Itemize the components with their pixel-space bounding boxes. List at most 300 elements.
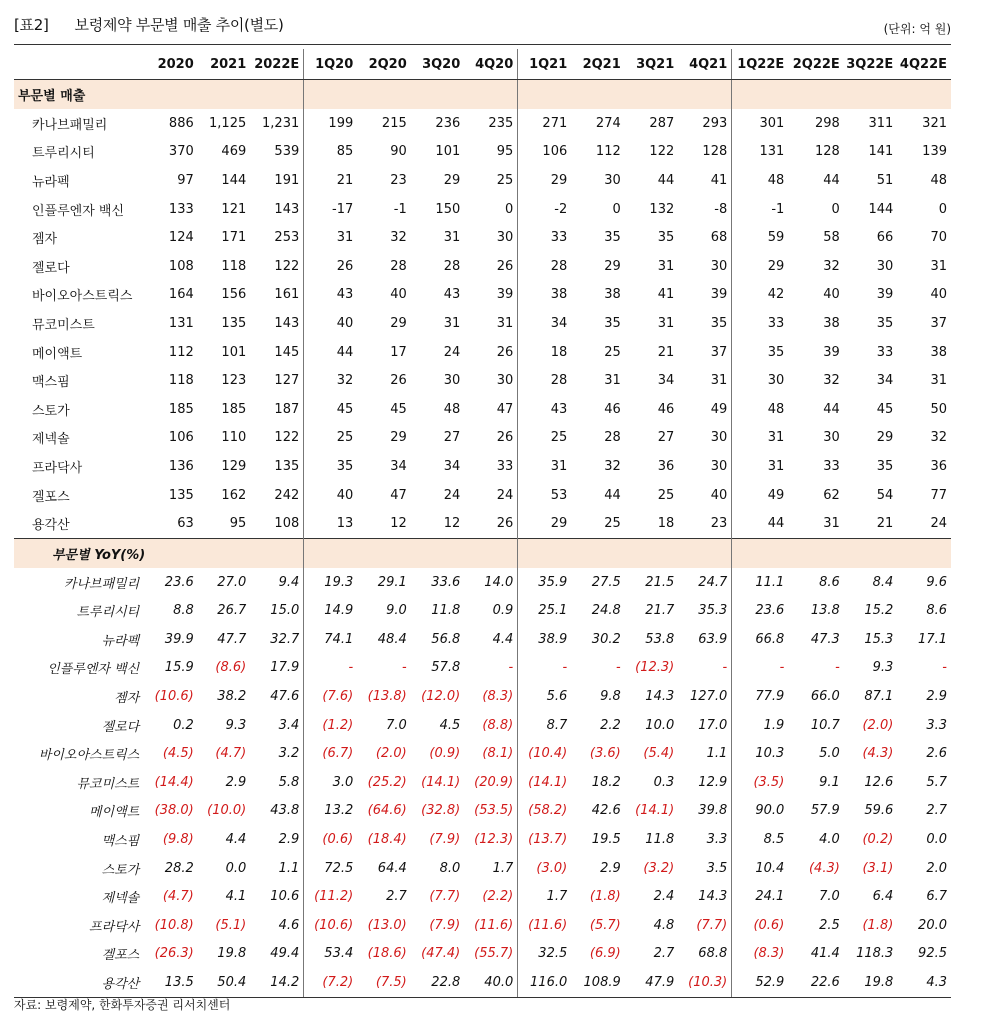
value-cell: (25.2) xyxy=(367,774,407,790)
value-cell: 54 xyxy=(876,487,894,503)
value-cell: 47.7 xyxy=(217,631,247,647)
value-cell: 40.0 xyxy=(464,968,518,997)
value-cell: 185 xyxy=(221,401,247,417)
value-cell: (9.8) xyxy=(162,832,194,848)
value-cell: 39.9 xyxy=(164,631,194,647)
value-cell: 19.8 xyxy=(217,946,247,962)
value-cell: 70 xyxy=(930,230,947,246)
value-cell: 4.4 xyxy=(492,631,514,647)
value-cell: 31 xyxy=(443,315,461,331)
value-cell: 4.0 xyxy=(819,832,840,848)
value-cell: 25 xyxy=(604,516,621,532)
row-label: 제넥솔 xyxy=(101,891,140,907)
value-cell: 0 xyxy=(831,201,840,217)
table-row xyxy=(14,195,951,224)
row-label: 메이액트 xyxy=(32,346,83,362)
value-cell: 129 xyxy=(221,458,247,474)
table-row xyxy=(14,509,951,538)
value-cell: (3.0) xyxy=(518,854,572,883)
value-cell: 4.1 xyxy=(225,889,247,905)
value-cell: 33 xyxy=(823,458,840,474)
value-cell: (8.1) xyxy=(482,746,514,762)
value-cell: - xyxy=(616,660,621,676)
row-label: 맥스핌 xyxy=(101,834,140,850)
value-cell: 39 xyxy=(496,287,514,303)
value-cell: 101 xyxy=(221,344,247,360)
value-cell: 44 xyxy=(604,487,621,503)
value-cell: 32.5 xyxy=(518,940,572,969)
value-cell: 14.9 xyxy=(304,597,358,626)
value-cell: - xyxy=(942,660,947,676)
value-cell: (12.3) xyxy=(635,660,675,676)
value-cell: 50.4 xyxy=(198,968,251,997)
value-cell: 118 xyxy=(221,258,247,274)
value-cell: (20.9) xyxy=(474,774,514,790)
table-row xyxy=(14,481,951,510)
value-cell: 29 xyxy=(443,172,461,188)
value-cell: 5.0 xyxy=(819,746,840,762)
value-cell: (10.0) xyxy=(207,803,247,819)
value-cell: 38.2 xyxy=(217,689,247,705)
value-cell: 0 xyxy=(504,201,514,217)
value-cell: 39 xyxy=(710,287,728,303)
value-cell: 40 xyxy=(930,287,947,303)
value-cell: 26 xyxy=(390,373,407,389)
value-cell: 63.9 xyxy=(698,631,728,647)
value-cell: 14.3 xyxy=(645,689,675,705)
section-fill-cell xyxy=(571,538,625,568)
table-row xyxy=(14,452,951,481)
value-cell: 45 xyxy=(876,401,894,417)
value-cell: 3.0 xyxy=(304,768,358,797)
value-cell: - xyxy=(518,654,572,683)
value-cell: 293 xyxy=(702,115,728,131)
value-cell: (10.4) xyxy=(518,739,572,768)
section-fill-cell xyxy=(411,538,465,568)
section-title: 부문별 매출 xyxy=(14,80,145,110)
value-cell: 48 xyxy=(930,172,947,188)
row-label: 바이오아스트릭스 xyxy=(38,748,140,764)
table-row xyxy=(14,568,951,597)
value-cell: 8.4 xyxy=(872,574,894,590)
value-cell: 66 xyxy=(876,230,894,246)
value-cell: 7.0 xyxy=(819,889,840,905)
row-label: 스토가 xyxy=(101,862,140,878)
value-cell: 6.7 xyxy=(926,889,947,905)
value-cell: (4.7) xyxy=(162,889,194,905)
value-cell: 32 xyxy=(823,258,840,274)
value-cell: 21 xyxy=(304,166,358,195)
value-cell: 2.7 xyxy=(653,946,675,962)
value-cell: 162 xyxy=(221,487,247,503)
value-cell: 52.9 xyxy=(732,968,789,997)
value-cell: 0.2 xyxy=(173,717,194,733)
value-cell: (2.2) xyxy=(482,889,514,905)
value-cell: 35 xyxy=(710,315,728,331)
value-cell: 6.4 xyxy=(872,889,894,905)
section-fill-cell xyxy=(897,80,951,110)
value-cell: 2.4 xyxy=(653,889,675,905)
value-cell: 121 xyxy=(221,201,247,217)
value-cell: 29 xyxy=(876,430,894,446)
value-cell: 13.8 xyxy=(810,603,840,619)
value-cell: 33 xyxy=(518,223,572,252)
table-row xyxy=(14,138,951,167)
value-cell: 127 xyxy=(274,373,300,389)
section-fill-cell xyxy=(732,538,789,568)
value-cell: (53.5) xyxy=(474,803,514,819)
value-cell: 41.4 xyxy=(810,946,840,962)
value-cell: 7.0 xyxy=(386,717,407,733)
value-cell: 66.8 xyxy=(732,625,789,654)
value-cell: 30 xyxy=(710,458,728,474)
value-cell: 25.1 xyxy=(518,597,572,626)
row-label: 젬자 xyxy=(114,691,140,707)
value-cell: 24 xyxy=(496,487,514,503)
value-cell: 3.3 xyxy=(926,717,947,733)
section-fill-cell xyxy=(732,80,789,110)
value-cell: 34 xyxy=(390,458,407,474)
section-fill-cell xyxy=(625,538,679,568)
value-cell: 51 xyxy=(876,172,894,188)
value-cell: 25 xyxy=(604,344,621,360)
value-cell: 1.7 xyxy=(518,882,572,911)
row-label: 겔포스 xyxy=(101,948,140,964)
value-cell: 128 xyxy=(702,144,728,160)
value-cell: 33 xyxy=(732,309,789,338)
column-header: 2Q22E xyxy=(788,49,844,80)
value-cell: 95 xyxy=(496,144,514,160)
value-cell: 29 xyxy=(518,166,572,195)
value-cell: (55.7) xyxy=(474,946,514,962)
value-cell: (1.2) xyxy=(304,711,358,740)
value-cell: 9.1 xyxy=(819,774,840,790)
value-cell: -8 xyxy=(714,201,728,217)
value-cell: 145 xyxy=(274,344,300,360)
value-cell: 271 xyxy=(518,109,572,138)
value-cell: 108.9 xyxy=(571,968,625,997)
value-cell: 30 xyxy=(732,366,789,395)
top-rule xyxy=(14,44,951,45)
value-cell: 74.1 xyxy=(304,625,358,654)
value-cell: 35 xyxy=(304,452,358,481)
value-cell: - xyxy=(402,660,407,676)
value-cell: (3.1) xyxy=(862,860,894,876)
value-cell: 185 xyxy=(168,401,194,417)
section-fill-cell xyxy=(518,538,572,568)
value-cell: (7.9) xyxy=(429,832,461,848)
sales-table xyxy=(14,49,951,998)
value-cell: 118 xyxy=(168,373,194,389)
value-cell: 11.8 xyxy=(645,832,675,848)
value-cell: 128 xyxy=(814,144,840,160)
table-row xyxy=(14,166,951,195)
table-row xyxy=(14,940,951,969)
table-row xyxy=(14,424,951,453)
value-cell: 139 xyxy=(922,144,947,160)
row-label: 트루리시티 xyxy=(76,605,140,621)
table-title xyxy=(14,14,284,35)
table-row xyxy=(14,739,951,768)
value-cell: 135 xyxy=(274,458,300,474)
section-fill-cell xyxy=(357,538,411,568)
value-cell: 35 xyxy=(657,230,675,246)
value-cell: (14.4) xyxy=(154,774,194,790)
value-cell: 101 xyxy=(435,144,461,160)
value-cell: 112 xyxy=(595,144,621,160)
value-cell: 26 xyxy=(304,252,358,281)
value-cell: (11.6) xyxy=(518,911,572,940)
value-cell: 97 xyxy=(177,172,194,188)
value-cell: 187 xyxy=(274,401,300,417)
value-cell: (6.9) xyxy=(589,946,621,962)
value-cell: 156 xyxy=(221,287,247,303)
column-header: 3Q21 xyxy=(625,49,679,80)
value-cell: 135 xyxy=(168,487,194,503)
table-tag: [표2] xyxy=(14,16,49,34)
value-cell: 24 xyxy=(443,344,461,360)
row-label: 뮤코미스트 xyxy=(32,317,95,333)
value-cell: 28 xyxy=(443,258,461,274)
table-row xyxy=(14,911,951,940)
value-cell: 0 xyxy=(938,201,947,217)
value-cell: 30 xyxy=(496,373,514,389)
value-cell: 370 xyxy=(168,144,194,160)
value-cell: 10.6 xyxy=(270,889,300,905)
value-cell: 48.4 xyxy=(377,631,407,647)
value-cell: 161 xyxy=(274,287,300,303)
section-fill-cell xyxy=(571,80,625,110)
value-cell: 64.4 xyxy=(377,860,407,876)
value-cell: 38 xyxy=(518,281,572,310)
value-cell: 3.2 xyxy=(278,746,300,762)
value-cell: (10.6) xyxy=(304,911,358,940)
section-fill-cell xyxy=(678,80,732,110)
section-fill-cell xyxy=(357,80,411,110)
value-cell: 4.3 xyxy=(897,968,951,997)
value-cell: 17.0 xyxy=(698,717,728,733)
value-cell: (26.3) xyxy=(154,946,194,962)
value-cell: 0.9 xyxy=(492,603,514,619)
value-cell: 90.0 xyxy=(732,797,789,826)
value-cell: 53.8 xyxy=(645,631,675,647)
table-row xyxy=(14,797,951,826)
value-cell: 5.8 xyxy=(278,774,300,790)
value-cell: 886 xyxy=(168,115,194,131)
value-cell: (14.1) xyxy=(518,768,572,797)
value-cell: 34 xyxy=(876,373,894,389)
value-cell: 85 xyxy=(304,138,358,167)
value-cell: 32 xyxy=(930,430,947,446)
value-cell: 150 xyxy=(435,201,461,217)
value-cell: 35 xyxy=(604,315,621,331)
value-cell: 19.5 xyxy=(591,832,621,848)
value-cell: 22.6 xyxy=(788,968,844,997)
value-cell: 26 xyxy=(496,430,514,446)
value-cell: 62 xyxy=(823,487,840,503)
value-cell: 58 xyxy=(823,230,840,246)
value-cell: 38 xyxy=(604,287,621,303)
value-cell: 38 xyxy=(930,344,947,360)
value-cell: (58.2) xyxy=(518,797,572,826)
value-cell: 25 xyxy=(657,487,675,503)
value-cell: 24.7 xyxy=(698,574,728,590)
value-cell: 48 xyxy=(732,395,789,424)
value-cell: 12.6 xyxy=(864,774,894,790)
column-header: 2020 xyxy=(145,49,198,80)
value-cell: (13.7) xyxy=(518,825,572,854)
value-cell: 13.5 xyxy=(145,968,198,997)
value-cell: 63 xyxy=(177,516,194,532)
value-cell: 47 xyxy=(496,401,514,417)
value-cell: -17 xyxy=(304,195,358,224)
table-row xyxy=(14,597,951,626)
value-cell: 24.1 xyxy=(732,882,789,911)
row-label: 트루리시티 xyxy=(32,146,95,162)
table-row xyxy=(14,682,951,711)
value-cell: 1.1 xyxy=(278,860,300,876)
value-cell: (8.6) xyxy=(215,660,247,676)
value-cell: 539 xyxy=(274,144,300,160)
column-header: 4Q22E xyxy=(897,49,951,80)
value-cell: 35 xyxy=(732,338,789,367)
value-cell: (10.3) xyxy=(678,968,732,997)
value-cell: 31 xyxy=(496,315,514,331)
value-cell: 242 xyxy=(274,487,300,503)
section-fill-cell xyxy=(464,538,518,568)
value-cell: 21 xyxy=(657,344,675,360)
value-cell: 31 xyxy=(604,373,621,389)
value-cell: 92.5 xyxy=(918,946,947,962)
value-cell: 32 xyxy=(823,373,840,389)
value-cell: 34 xyxy=(518,309,572,338)
section-header-row xyxy=(14,80,951,110)
value-cell: 3.4 xyxy=(278,717,300,733)
row-label: 스토가 xyxy=(32,403,70,419)
value-cell: 11.8 xyxy=(431,603,461,619)
table-row xyxy=(14,768,951,797)
value-cell: (7.2) xyxy=(304,968,358,997)
value-cell: (8.3) xyxy=(732,940,789,969)
value-cell: 49.4 xyxy=(270,946,300,962)
value-cell: 191 xyxy=(274,172,300,188)
value-cell: 144 xyxy=(221,172,247,188)
value-cell: 108 xyxy=(168,258,194,274)
value-cell: 41 xyxy=(710,172,728,188)
row-label: 프라닥사 xyxy=(32,460,83,476)
value-cell: (4.5) xyxy=(162,746,194,762)
value-cell: 23 xyxy=(390,172,407,188)
value-cell: (0.2) xyxy=(862,832,894,848)
row-label: 인플루엔자 백신 xyxy=(47,662,140,678)
value-cell: 122 xyxy=(274,430,300,446)
value-cell: 8.7 xyxy=(518,711,572,740)
value-cell: 35 xyxy=(876,458,894,474)
value-cell: 17.9 xyxy=(270,660,300,676)
value-cell: 132 xyxy=(649,201,675,217)
value-cell: - xyxy=(835,660,840,676)
value-cell: 23.6 xyxy=(732,597,789,626)
value-cell: (4.3) xyxy=(808,860,840,876)
value-cell: 27.0 xyxy=(217,574,247,590)
value-cell: 22.8 xyxy=(411,968,465,997)
value-cell: 23 xyxy=(710,516,728,532)
value-cell: 31 xyxy=(930,258,947,274)
value-cell: (11.2) xyxy=(304,882,358,911)
value-cell: 27 xyxy=(657,430,675,446)
value-cell: 17 xyxy=(390,344,407,360)
source-note: 자료: 보령제약, 한화투자증권 리서치센터 xyxy=(14,998,231,1012)
value-cell: 47.3 xyxy=(810,631,840,647)
value-cell: 31 xyxy=(930,373,947,389)
section-fill-cell xyxy=(625,80,679,110)
value-cell: 28.2 xyxy=(164,860,194,876)
value-cell: (13.0) xyxy=(367,917,407,933)
value-cell: - xyxy=(722,660,728,676)
value-cell: 12.9 xyxy=(698,774,728,790)
value-cell: (5.4) xyxy=(643,746,675,762)
value-cell: 21.5 xyxy=(645,574,675,590)
value-cell: 30 xyxy=(710,430,728,446)
value-cell: 39 xyxy=(823,344,840,360)
value-cell: 26.7 xyxy=(217,603,247,619)
value-cell: 1.9 xyxy=(732,711,789,740)
value-cell: 30 xyxy=(443,373,461,389)
value-cell: 131 xyxy=(732,138,789,167)
row-label: 용각산 xyxy=(14,968,145,997)
value-cell: 56.8 xyxy=(431,631,461,647)
value-cell: (6.7) xyxy=(304,739,358,768)
value-cell: 2.6 xyxy=(926,746,947,762)
value-cell: (3.2) xyxy=(643,860,675,876)
table-row xyxy=(14,882,951,911)
value-cell: 40 xyxy=(304,309,358,338)
value-cell: 131 xyxy=(168,315,194,331)
column-header: 1Q22E xyxy=(732,49,789,80)
value-cell: 47.9 xyxy=(625,968,679,997)
table-body xyxy=(14,80,951,998)
value-cell: (10.6) xyxy=(154,689,194,705)
value-cell: (2.0) xyxy=(375,746,407,762)
value-cell: 20.0 xyxy=(918,917,947,933)
value-cell: 44 xyxy=(657,172,675,188)
value-cell: 2.7 xyxy=(386,889,407,905)
section-fill-cell xyxy=(411,80,465,110)
value-cell: 19.3 xyxy=(304,568,358,597)
value-cell: 0 xyxy=(612,201,621,217)
value-cell: 43.8 xyxy=(270,803,300,819)
row-label: 카나브패밀리 xyxy=(63,576,140,592)
value-cell: -1 xyxy=(732,195,789,224)
value-cell: 31 xyxy=(823,516,840,532)
value-cell: 15.2 xyxy=(864,603,894,619)
row-label: 메이액트 xyxy=(89,805,140,821)
section-title: 부문별 YoY(%) xyxy=(14,538,145,568)
value-cell: 215 xyxy=(381,115,407,131)
value-cell: 135 xyxy=(221,315,247,331)
value-cell: 41 xyxy=(657,287,675,303)
value-cell: 40 xyxy=(390,287,407,303)
section-fill-cell xyxy=(304,538,358,568)
value-cell: 321 xyxy=(922,115,947,131)
value-cell: 19.8 xyxy=(844,968,898,997)
column-header: 2021 xyxy=(198,49,251,80)
value-cell: 12 xyxy=(443,516,461,532)
value-cell: 2.9 xyxy=(278,832,300,848)
table-row xyxy=(14,252,951,281)
value-cell: 29.1 xyxy=(377,574,407,590)
value-cell: 31 xyxy=(710,373,728,389)
